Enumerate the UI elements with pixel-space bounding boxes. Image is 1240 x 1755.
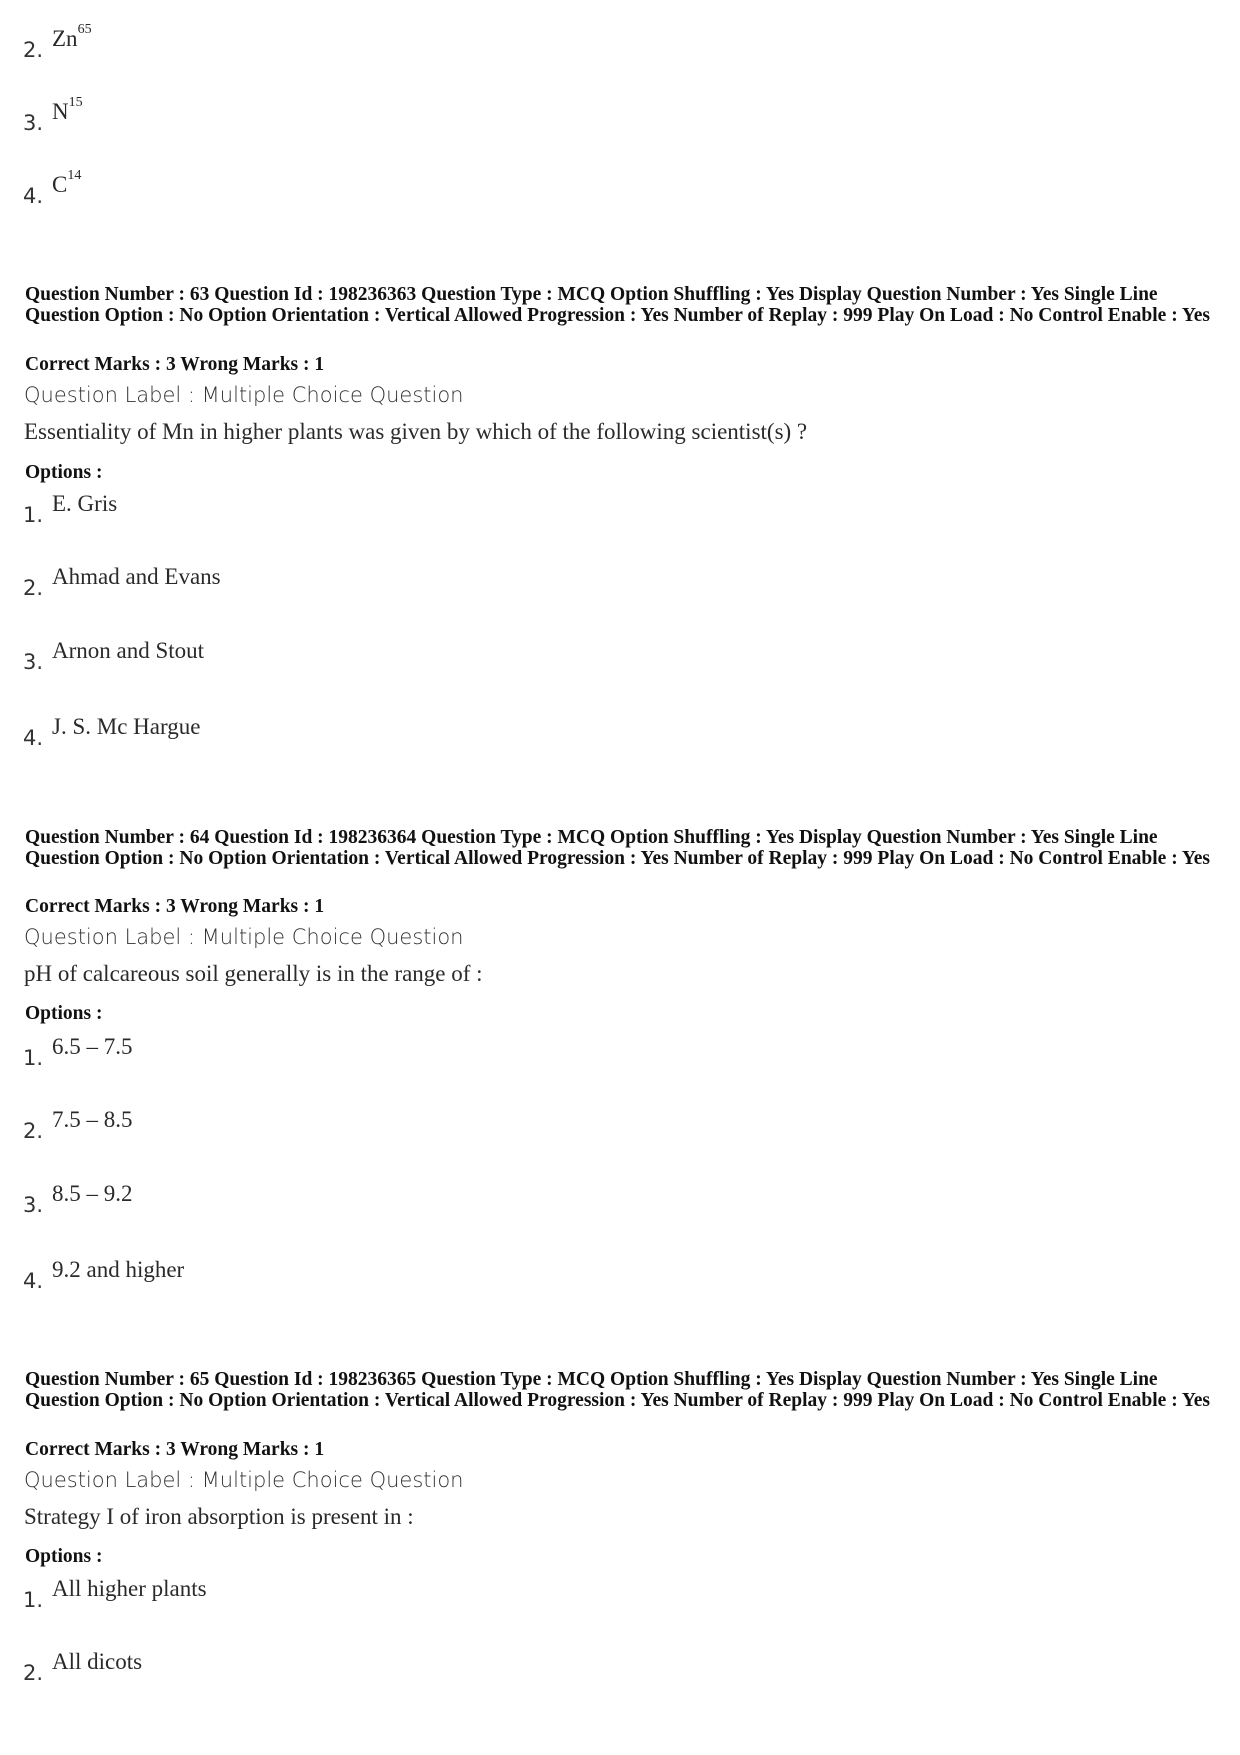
option-text: All dicots	[52, 1649, 143, 1674]
option-number: 4.	[23, 184, 44, 208]
option-number: 3.	[23, 1193, 44, 1217]
question-text: Essentiality of Mn in higher plants was given by which of the following scientist(s) ?	[24, 419, 808, 444]
option-number: 3.	[23, 650, 44, 674]
option-text: $C^{14}$	[52, 168, 82, 197]
option-number: 1.	[23, 503, 44, 527]
option-text: $N^{15}$	[52, 95, 83, 124]
option-number: 2.	[23, 1661, 44, 1685]
option-text: J. S. Mc Hargue	[52, 714, 201, 739]
option-text: 7.5 – 8.5	[52, 1107, 133, 1132]
question-label: Question Label : Multiple Choice Question	[24, 383, 464, 407]
question-marks: Correct Marks : 3 Wrong Marks : 1	[25, 896, 325, 917]
option-text: Zn$^{65}$	[52, 22, 92, 51]
option-text: 6.5 – 7.5	[52, 1034, 133, 1059]
option-number: 1.	[23, 1046, 44, 1070]
question-meta: Question Number : 63 Question Id : 198236363 Question Type : MCQ Option Shuffling : Yes Display Question Number : Yes Single Line Question Option : No Option Orientation : Vertical Allowed Progression : Yes Number of Replay : 999 Play On Load : No Control Enable : Yes	[25, 284, 1211, 326]
option-text: Arnon and Stout	[52, 638, 205, 663]
option-number: 3.	[23, 111, 44, 135]
question-marks: Correct Marks : 3 Wrong Marks : 1	[25, 354, 325, 375]
question-meta: Question Number : 64 Question Id : 198236364 Question Type : MCQ Option Shuffling : Yes Display Question Number : Yes Single Line Question Option : No Option Orientation : Vertical Allowed Progression : Yes Number of Replay : 999 Play On Load : No Control Enable : Yes	[25, 827, 1211, 869]
question-text: Strategy I of iron absorption is present in :	[24, 1504, 414, 1529]
question-marks: Correct Marks : 3 Wrong Marks : 1	[25, 1439, 325, 1460]
option-number: 2.	[23, 576, 44, 600]
question-meta: Question Number : 65 Question Id : 198236365 Question Type : MCQ Option Shuffling : Yes Display Question Number : Yes Single Line Question Option : No Option Orientation : Vertical Allowed Progression : Yes Number of Replay : 999 Play On Load : No Control Enable : Yes	[25, 1369, 1211, 1411]
options-heading: Options :	[25, 1003, 103, 1024]
option-text: 8.5 – 9.2	[52, 1181, 133, 1206]
option-text: All higher plants	[52, 1576, 207, 1601]
option-number: 4.	[23, 726, 44, 750]
question-label: Question Label : Multiple Choice Question	[24, 925, 464, 949]
options-heading: Options :	[25, 1546, 103, 1567]
option-number: 4.	[23, 1269, 44, 1293]
options-heading: Options :	[25, 462, 103, 483]
option-number: 2.	[23, 1119, 44, 1143]
option-number: 2.	[23, 38, 44, 62]
question-text: pH of calcareous soil generally is in the range of :	[24, 961, 483, 986]
option-text: 9.2 and higher	[52, 1257, 185, 1282]
option-text: E. Gris	[52, 491, 118, 516]
option-number: 1.	[23, 1588, 44, 1612]
question-label: Question Label : Multiple Choice Question	[24, 1468, 464, 1492]
option-text: Ahmad and Evans	[52, 564, 221, 589]
